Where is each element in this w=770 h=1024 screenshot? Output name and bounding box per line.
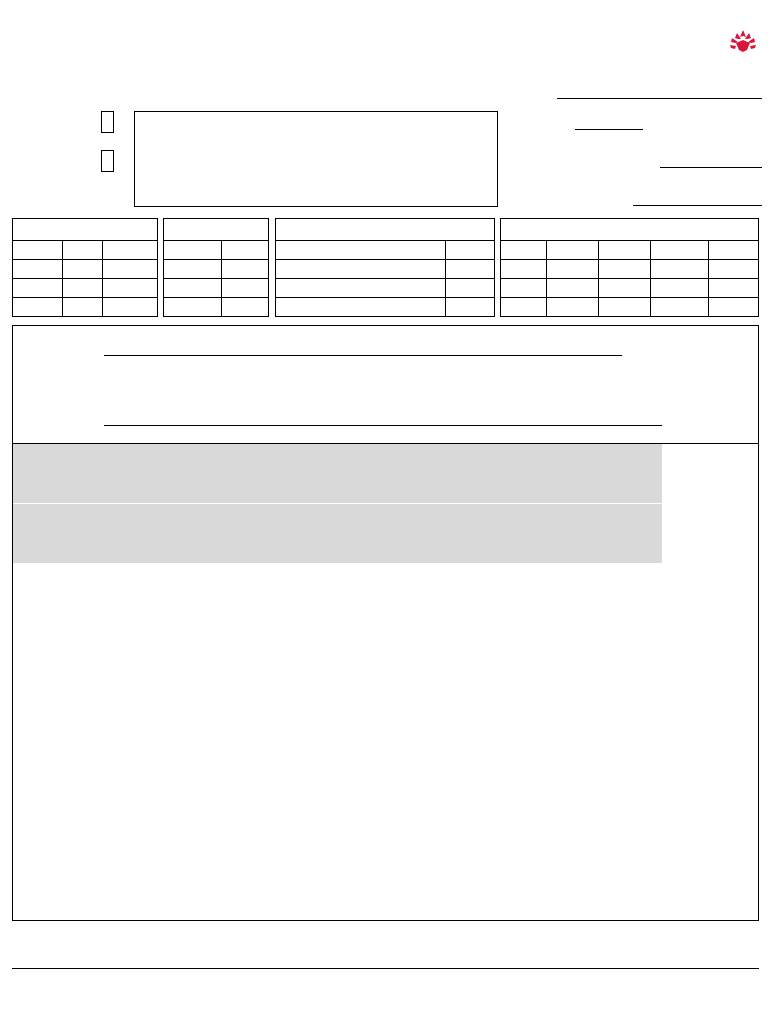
- nsw-logo: [727, 28, 759, 76]
- change-relays-entry[interactable]: [501, 279, 547, 298]
- relay-type-check[interactable]: [222, 241, 269, 260]
- track-feed-check[interactable]: [103, 241, 158, 260]
- relay-type-check[interactable]: [222, 298, 269, 317]
- test-shunt-cell: [406, 279, 446, 298]
- track-feed-cell: [63, 241, 103, 260]
- change-relays-entry[interactable]: [599, 260, 651, 279]
- test-shunt-cell: [374, 279, 406, 298]
- track-input-line[interactable]: [557, 98, 762, 99]
- track-feed-table: [12, 218, 158, 317]
- track-feed-cell: [63, 298, 103, 317]
- test-shunt-cell: [276, 260, 374, 279]
- track-feed-cell: [13, 279, 63, 298]
- change-relays-col: [547, 241, 599, 260]
- sketch-box[interactable]: [134, 111, 498, 207]
- change-relays-entry[interactable]: [651, 279, 709, 298]
- test-shunt-cell: [406, 241, 446, 260]
- change-relays-entry[interactable]: [651, 260, 709, 279]
- change-relays-entry[interactable]: [547, 260, 599, 279]
- test-shunt-check[interactable]: [446, 298, 495, 317]
- relay-type-check[interactable]: [222, 260, 269, 279]
- relay-type-check[interactable]: [222, 279, 269, 298]
- test-shunt-check[interactable]: [446, 241, 495, 260]
- relay-type-cell: [164, 260, 222, 279]
- relay-type-title: [164, 219, 269, 241]
- change-relays-entry[interactable]: [709, 260, 759, 279]
- track-feed-cell: [63, 260, 103, 279]
- change-relays-entry[interactable]: [547, 279, 599, 298]
- track-feed-cell: [13, 241, 63, 260]
- relay-type-cell: [164, 279, 222, 298]
- test-shunt-cell: [374, 241, 406, 260]
- test-shunt-cell: [276, 298, 374, 317]
- change-relays-entry[interactable]: [709, 298, 759, 317]
- test-shunt-table: [275, 218, 495, 317]
- test-shunt-cell: [276, 241, 374, 260]
- track-feed-cell: [13, 298, 63, 317]
- change-relays-entry[interactable]: [709, 279, 759, 298]
- track-feed-cell: [13, 260, 63, 279]
- test-shunt-title: [276, 219, 495, 241]
- units-line: [104, 425, 662, 426]
- test-shunt-cell: [406, 298, 446, 317]
- relay-type-table: [163, 218, 269, 317]
- change-relays-entry[interactable]: [501, 260, 547, 279]
- length-input-line[interactable]: [575, 129, 643, 130]
- change-relays-title: [501, 219, 759, 241]
- relay-type-cell: [164, 298, 222, 317]
- last-test-row-bg: [13, 504, 662, 563]
- change-relays-entry[interactable]: [501, 298, 547, 317]
- header-subline: [104, 355, 513, 356]
- track-feed-check[interactable]: [103, 279, 158, 298]
- change-relays-col: [599, 241, 651, 260]
- track-feed-check[interactable]: [103, 260, 158, 279]
- track-feed-title: [13, 219, 158, 241]
- history-table: [12, 325, 759, 921]
- impedance-bonds-input-line[interactable]: [660, 167, 762, 168]
- test-shunt-cell: [374, 260, 406, 279]
- test-shunt-check[interactable]: [446, 279, 495, 298]
- change-relays-entry[interactable]: [547, 298, 599, 317]
- test-shunt-cell: [374, 298, 406, 317]
- footer-rule: [12, 968, 759, 969]
- change-relays-col: [651, 241, 709, 260]
- first-test-row-bg: [13, 443, 662, 503]
- relay-type-cell: [164, 241, 222, 260]
- header-bottom-line: [12, 443, 759, 444]
- single-rail-checkbox[interactable]: [101, 111, 114, 133]
- track-feed-cell: [63, 279, 103, 298]
- track-feed-check[interactable]: [103, 298, 158, 317]
- change-relays-entry[interactable]: [599, 279, 651, 298]
- test-shunt-check[interactable]: [446, 260, 495, 279]
- checks-subline: [512, 355, 622, 356]
- waratah-icon: [727, 28, 759, 56]
- double-rail-checkbox[interactable]: [101, 150, 114, 172]
- change-relays-entry[interactable]: [599, 298, 651, 317]
- change-relays-col: [501, 241, 547, 260]
- test-shunt-cell: [276, 279, 374, 298]
- change-relays-entry[interactable]: [651, 298, 709, 317]
- impedance-types-input-line[interactable]: [633, 205, 762, 206]
- test-shunt-cell: [406, 260, 446, 279]
- change-relays-table: [500, 218, 759, 317]
- change-relays-col: [709, 241, 759, 260]
